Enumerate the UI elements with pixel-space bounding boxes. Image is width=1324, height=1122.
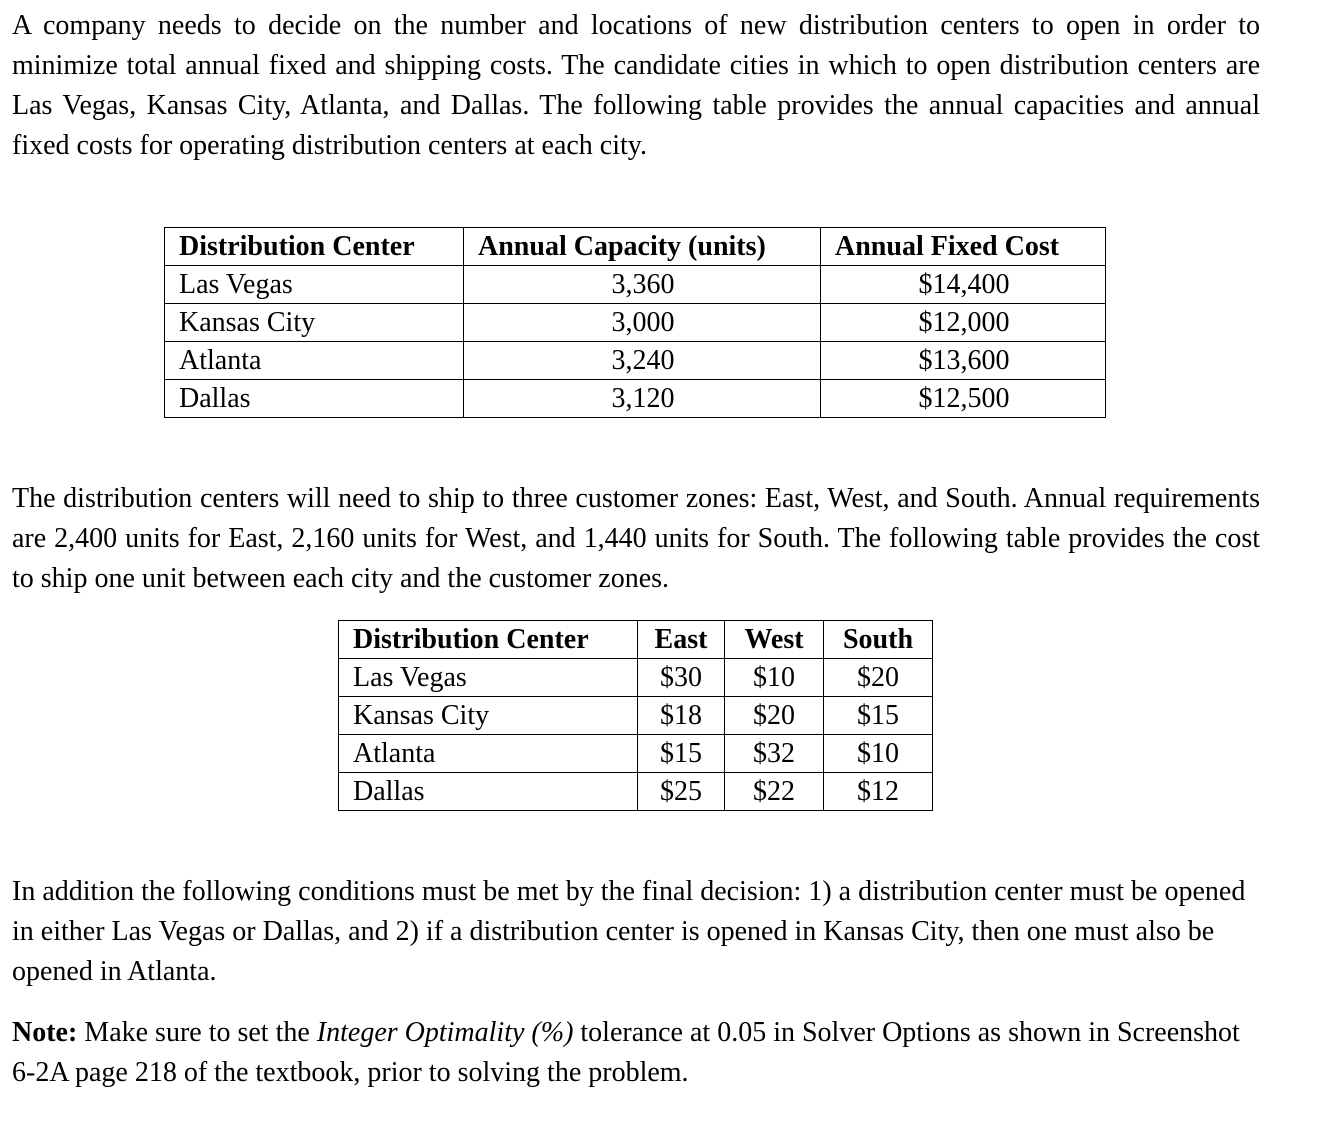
center-cell: Dallas bbox=[165, 380, 464, 418]
column-header: West bbox=[725, 621, 824, 659]
center-cell: Atlanta bbox=[339, 735, 638, 773]
capacity-cell: 3,120 bbox=[464, 380, 821, 418]
capacity-cell: 3,360 bbox=[464, 266, 821, 304]
column-header: Distribution Center bbox=[165, 228, 464, 266]
table-header-row bbox=[339, 621, 933, 659]
note-text: tolerance at 0.05 in Solver Options as shown in Screenshot 6-2A page 218 of the textbook, prior to solving the problem. bbox=[12, 1017, 1240, 1088]
center-cell: Dallas bbox=[339, 773, 638, 811]
east-cost-cell: $30 bbox=[638, 659, 725, 697]
table-row bbox=[339, 659, 933, 697]
column-header: East bbox=[638, 621, 725, 659]
capacity-cell: 3,000 bbox=[464, 304, 821, 342]
column-header: Annual Fixed Cost bbox=[821, 228, 1106, 266]
table-row bbox=[165, 266, 1106, 304]
demand-paragraph: The distribution centers will need to ship to three customer zones: East, West, and South. Annual requirements are 2,400 units for East, 2,160 units for West, and 1,440 units for South. The following table provides the cost to ship one unit between each city and the customer zones. bbox=[12, 483, 1260, 594]
table-row bbox=[165, 380, 1106, 418]
west-cost-cell: $10 bbox=[725, 659, 824, 697]
west-cost-cell: $32 bbox=[725, 735, 824, 773]
south-cost-cell: $12 bbox=[824, 773, 933, 811]
table-row bbox=[339, 735, 933, 773]
center-cell: Kansas City bbox=[339, 697, 638, 735]
conditions-paragraph: In addition the following conditions must be met by the final decision: 1) a distribution center must be opened in either Las Vegas or Dallas, and 2) if a distribution center is opened in Kansas City, then one must also be opened in Atlanta. bbox=[12, 876, 1246, 987]
west-cost-cell: $20 bbox=[725, 697, 824, 735]
fixed-cost-cell: $14,400 bbox=[821, 266, 1106, 304]
note-text: Make sure to set the bbox=[77, 1017, 317, 1048]
center-cell: Kansas City bbox=[165, 304, 464, 342]
table-row bbox=[165, 342, 1106, 380]
center-cell: Las Vegas bbox=[339, 659, 638, 697]
south-cost-cell: $10 bbox=[824, 735, 933, 773]
fixed-cost-cell: $12,500 bbox=[821, 380, 1106, 418]
intro-paragraph: A company needs to decide on the number and locations of new distribution centers to open in order to minimize total annual fixed and shipping costs. The candidate cities in which to open distribution centers are Las Vegas, Kansas City, Atlanta, and Dallas. The following table provides the annual capacities and annual fixed costs for operating distribution centers at each city. bbox=[12, 10, 1260, 161]
west-cost-cell: $22 bbox=[725, 773, 824, 811]
shipping-cost-table bbox=[338, 620, 933, 811]
column-header: South bbox=[824, 621, 933, 659]
east-cost-cell: $18 bbox=[638, 697, 725, 735]
table-header-row bbox=[165, 228, 1106, 266]
note-setting-name: Integer Optimality (%) bbox=[316, 1017, 574, 1048]
center-cell: Atlanta bbox=[165, 342, 464, 380]
fixed-cost-cell: $13,600 bbox=[821, 342, 1106, 380]
column-header: Annual Capacity (units) bbox=[464, 228, 821, 266]
center-cell: Las Vegas bbox=[165, 266, 464, 304]
south-cost-cell: $15 bbox=[824, 697, 933, 735]
capacity-cost-table bbox=[164, 227, 1106, 418]
note-label: Note: bbox=[12, 1017, 78, 1048]
east-cost-cell: $25 bbox=[638, 773, 725, 811]
table-row bbox=[339, 773, 933, 811]
capacity-cell: 3,240 bbox=[464, 342, 821, 380]
note-paragraph bbox=[12, 1013, 1262, 1093]
table-row bbox=[339, 697, 933, 735]
fixed-cost-cell: $12,000 bbox=[821, 304, 1106, 342]
east-cost-cell: $15 bbox=[638, 735, 725, 773]
column-header: Distribution Center bbox=[339, 621, 638, 659]
table-row bbox=[165, 304, 1106, 342]
south-cost-cell: $20 bbox=[824, 659, 933, 697]
